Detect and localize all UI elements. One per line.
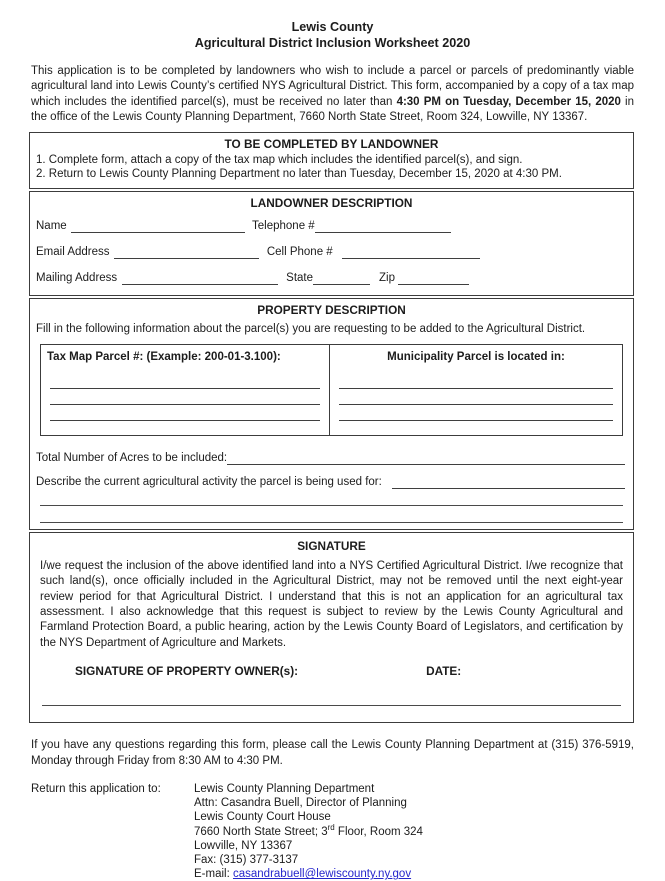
return-address-block [31, 782, 634, 881]
property-description-title: PROPERTY DESCRIPTION [257, 302, 406, 317]
property-description-box [29, 298, 634, 530]
activity-field-line-2[interactable] [40, 489, 623, 506]
form-title-line2: Agricultural District Inclusion Worksheet 2020 [194, 36, 471, 50]
parcel-number-line-1[interactable] [50, 373, 320, 389]
telephone-label: Telephone # [252, 219, 315, 232]
landowner-description-box [29, 191, 634, 296]
instruction-item-2: 2. Return to Lewis County Planning Department no later than Tuesday, December 15, 2020 at 4:30 PM. [36, 168, 562, 181]
intro-deadline-bold: 4:30 PM on Tuesday, December 15, 2020 [396, 95, 621, 108]
mailing-address-label: Mailing Address [36, 271, 118, 284]
questions-paragraph: If you have any questions regarding this form, please call the Lewis County Planning Department at (315) 376-5919, Monday through Friday from 8:30 AM to 4:30 PM. [31, 739, 634, 767]
email-field-line[interactable] [114, 246, 259, 259]
state-label: State [286, 271, 314, 284]
address-line-street [194, 822, 423, 839]
intro-text-1: This application is to be completed by landowners who wish to include a parcel or parcels of predominantly viable agricultural land into Lewis County’s certified NYS Agricultural District. This form, accompanied by a copy of a tax map which includes the identified parcel(s), must be received no later than [31, 65, 634, 108]
form-title [0, 0, 665, 51]
return-label: Return this application to: [31, 783, 161, 796]
name-label: Name [36, 219, 67, 232]
street-text-2: Floor, Room 324 [334, 825, 423, 838]
parcel-number-column [41, 345, 330, 435]
municipality-column [330, 345, 622, 435]
instructions-box [29, 132, 634, 189]
landowner-description-title: LANDOWNER DESCRIPTION [250, 195, 413, 210]
name-row [36, 220, 625, 233]
cell-phone-field-line[interactable] [342, 246, 480, 259]
municipality-line-2[interactable] [339, 389, 613, 405]
address-line-city: Lowville, NY 13367 [194, 839, 293, 852]
owner-signature-label: SIGNATURE OF PROPERTY OWNER(s): [75, 664, 299, 679]
mailing-row [36, 272, 625, 285]
address-line-department: Lewis County Planning Department [194, 783, 375, 796]
date-label: DATE: [426, 664, 462, 679]
activity-field-line-1[interactable] [392, 476, 625, 489]
signature-labels-row [75, 664, 623, 678]
zip-field-line[interactable] [398, 272, 469, 285]
zip-label: Zip [379, 271, 396, 284]
cell-phone-label: Cell Phone # [266, 245, 333, 258]
signature-title: SIGNATURE [297, 538, 366, 553]
mailing-address-field-line[interactable] [122, 272, 278, 285]
signature-statement: I/we request the inclusion of the above identified land into a NYS Certified Agricultural District. I/we recognize that such land(s), once officially included in the Agricultural District, may not be removed until the next eight-year review period for that Agricultural District. I understand that this is not an application for an agricultural tax assessment. I also acknowledge that this request is subject to review by the Lewis County Agricultural and Farmland Protection Board, a public hearing, action by the Lewis County Board of Legislators, and certification by the NYS Department of Agriculture and Markets. [40, 559, 623, 649]
activity-label: Describe the current agricultural activity the parcel is being used for: [36, 475, 382, 488]
address-line-email [194, 867, 423, 881]
email-row [36, 246, 625, 259]
address-line-courthouse: Lewis County Court House [194, 811, 331, 824]
instructions-list [30, 151, 633, 188]
email-link[interactable]: casandrabuell@lewiscounty.ny.gov [232, 868, 412, 881]
activity-field-line-3[interactable] [40, 506, 623, 523]
address-line-fax: Fax: (315) 377-3137 [194, 854, 299, 867]
street-text: 7660 North State Street; 3 [194, 825, 328, 838]
owner-signature-field-line[interactable] [42, 705, 621, 706]
parcel-number-line-3[interactable] [50, 405, 320, 421]
acres-label: Total Number of Acres to be included: [36, 451, 228, 464]
telephone-field-line[interactable] [315, 220, 451, 233]
landowner-fields [30, 210, 633, 295]
return-address [194, 782, 423, 881]
municipality-header: Municipality Parcel is located in: [387, 350, 565, 363]
street-ordinal-sup: rd [327, 822, 335, 832]
acres-field-line[interactable] [227, 452, 625, 465]
signature-box [29, 532, 634, 723]
acres-row [36, 452, 625, 465]
activity-row [36, 476, 625, 489]
state-field-line[interactable] [313, 272, 370, 285]
instruction-item-1: 1. Complete form, attach a copy of the tax map which includes the identified parcel(s), and sign. [36, 153, 523, 166]
property-instruction: Fill in the following information about the parcel(s) you are requesting to be added to the Agricultural District. [36, 322, 586, 335]
address-line-attn: Attn: Casandra Buell, Director of Planning [194, 797, 407, 810]
instructions-title: TO BE COMPLETED BY LANDOWNER [224, 136, 439, 151]
name-field-line[interactable] [71, 220, 245, 233]
email-prefix-label: E-mail: [194, 868, 230, 881]
form-title-line1: Lewis County [291, 20, 374, 34]
municipality-line-3[interactable] [339, 405, 613, 421]
parcel-number-header: Tax Map Parcel #: (Example: 200-01-3.100): [47, 350, 281, 363]
intro-text-2: in the office of the Lewis County Planning Department, 7660 North State Street, Room 324, Lowville, NY 13367. [31, 95, 634, 124]
municipality-line-1[interactable] [339, 373, 613, 389]
form-boxes [29, 132, 634, 724]
parcel-table [40, 344, 623, 436]
email-label: Email Address [36, 245, 110, 258]
parcel-number-line-2[interactable] [50, 389, 320, 405]
intro-paragraph [31, 64, 634, 126]
